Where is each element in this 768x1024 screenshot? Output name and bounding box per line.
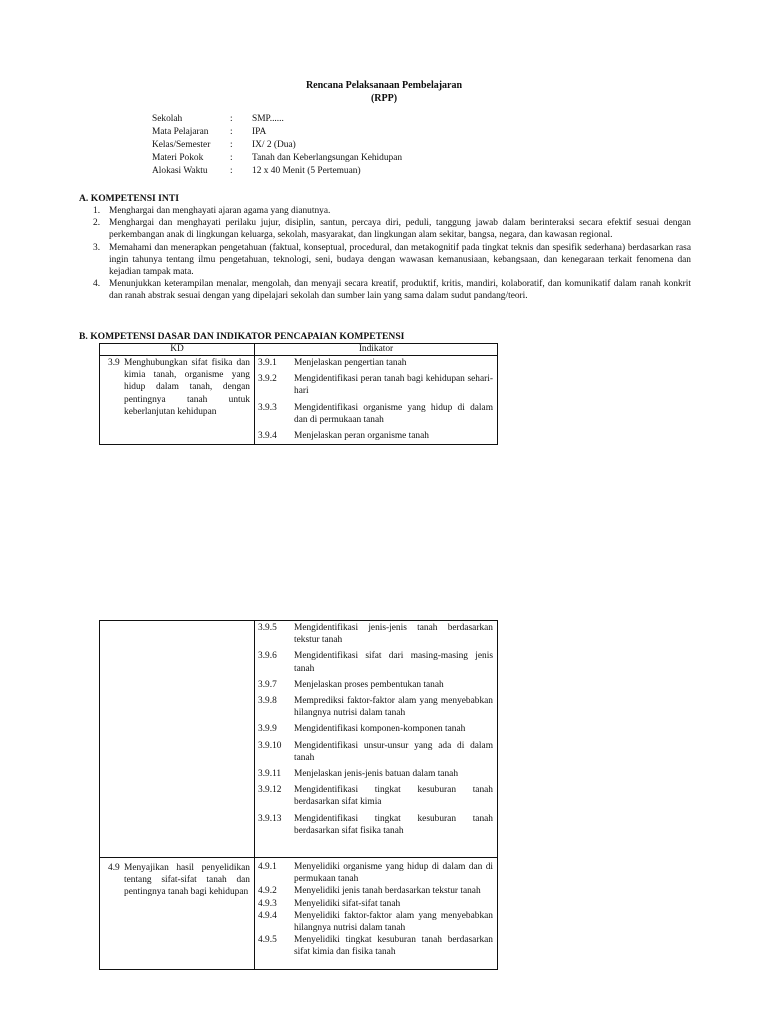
indicator-text: Menjelaskan proses pembentukan tanah xyxy=(294,679,444,690)
indicator-number: 3.9.8 xyxy=(258,696,277,707)
identity-value: SMP...... xyxy=(252,114,284,124)
indicator-number: 4.9.2 xyxy=(258,886,277,897)
list-item-number: 2. xyxy=(93,218,101,229)
table-row xyxy=(100,621,498,858)
indicator-cell xyxy=(255,356,498,445)
column-header-kd: KD xyxy=(100,344,255,356)
indicator-text: Menyelidiki jenis tanah berdasarkan tekstur tanah xyxy=(294,886,481,897)
indicator-item xyxy=(255,861,497,885)
list-item-text: Menunjukkan keterampilan menalar, mengolah, dan menyaji secara kreatif, produktif, kritis, mandiri, kolaboratif, dan komunikatif dalam ranah konkrit dan ranah abstrak sesuai dengan yang dipelajari sekolah dan sumber lain yang sama dalam sudut pandang/teori. xyxy=(109,279,691,302)
competence-table-part-2 xyxy=(99,620,498,970)
identity-value: IPA xyxy=(252,127,267,137)
indicator-text: Mengidentifikasi tingkat kesuburan tanah berdasarkan sifat fisika tanah xyxy=(294,813,493,836)
indicator-number: 3.9.2 xyxy=(258,374,277,385)
indicator-item xyxy=(255,934,497,958)
indicator-number: 3.9.9 xyxy=(258,724,277,735)
identity-separator: : xyxy=(230,153,233,163)
identity-row xyxy=(152,165,402,178)
table-header-row xyxy=(100,344,498,356)
indicator-item xyxy=(255,898,497,910)
column-header-indikator: Indikator xyxy=(255,344,498,356)
indicator-item xyxy=(255,430,497,442)
indicator-item xyxy=(255,695,497,719)
kd-cell xyxy=(100,621,255,858)
indicator-item xyxy=(255,402,497,426)
indicator-text: Mengidentifikasi jenis-jenis tanah berdasarkan tekstur tanah xyxy=(294,623,493,646)
identity-value: Tanah dan Keberlangsungan Kehidupan xyxy=(252,153,403,163)
kd-cell xyxy=(100,356,255,445)
list-item xyxy=(79,217,691,241)
identity-row xyxy=(152,126,402,139)
indicator-number: 3.9.12 xyxy=(258,785,282,796)
table-row xyxy=(100,356,498,445)
document-title xyxy=(0,79,768,105)
list-item-number: 3. xyxy=(93,242,101,253)
indicator-item xyxy=(255,679,497,691)
indicator-item xyxy=(255,357,497,369)
indicator-cell xyxy=(255,621,498,858)
indicator-text: Menyelidiki sifat-sifat tanah xyxy=(294,898,401,909)
indicator-item xyxy=(255,723,497,735)
indicator-number: 3.9.7 xyxy=(258,679,277,690)
indicator-number: 3.9.11 xyxy=(258,769,282,780)
core-competence-list xyxy=(79,205,691,303)
indicator-item xyxy=(255,373,497,397)
list-item xyxy=(79,242,691,279)
identity-table xyxy=(152,113,402,178)
indicator-number: 3.9.10 xyxy=(258,740,282,751)
identity-label: Mata Pelajaran xyxy=(152,127,209,137)
identity-separator: : xyxy=(230,140,233,150)
indicator-number: 3.9.5 xyxy=(258,623,277,633)
indicator-number: 4.9.5 xyxy=(258,935,277,946)
identity-separator: : xyxy=(230,166,233,176)
indicator-text: Menyelidiki organisme yang hidup di dalam dan di permukaan tanah xyxy=(294,862,493,885)
indicator-text: Mengidentifikasi komponen-komponen tanah xyxy=(294,724,466,735)
kd-text: Menyajikan hasil penyelidikan tentang sifat-sifat tanah dan pentingnya tanah bagi kehidupan xyxy=(124,863,250,898)
indicator-text: Mengidentifikasi sifat dari masing-masing jenis tanah xyxy=(294,651,493,674)
indicator-text: Memprediksi faktor-faktor alam yang menyebabkan hilangnya nutrisi dalam tanah xyxy=(294,696,493,719)
list-item xyxy=(79,278,691,302)
identity-row xyxy=(152,113,402,126)
indicator-number: 3.9.6 xyxy=(258,651,277,662)
identity-label: Alokasi Waktu xyxy=(152,166,208,176)
title-line-1: Rencana Pelaksanaan Pembelajaran xyxy=(305,80,463,91)
identity-separator: : xyxy=(230,114,233,124)
identity-label: Materi Pokok xyxy=(152,153,204,163)
kd-number: 3.9 xyxy=(108,358,120,368)
identity-value: 12 x 40 Menit (5 Pertemuan) xyxy=(252,166,361,176)
identity-row xyxy=(152,152,402,165)
indicator-number: 3.9.3 xyxy=(258,402,277,413)
kd-cell xyxy=(100,858,255,970)
section-b-heading: B. KOMPETENSI DASAR DAN INDIKATOR PENCAPAIAN KOMPETENSI xyxy=(79,331,405,342)
identity-label: Kelas/Semester xyxy=(152,140,211,150)
indicator-text: Mengidentifikasi tingkat kesuburan tanah berdasarkan sifat kimia xyxy=(294,785,493,808)
indicator-number: 3.9.4 xyxy=(258,431,277,442)
indicator-item xyxy=(255,910,497,934)
section-a-heading: A. KOMPETENSI INTI xyxy=(79,193,179,204)
kd-number: 4.9 xyxy=(108,863,120,873)
indicator-number: 3.9.13 xyxy=(258,813,282,824)
indicator-text: Mengidentifikasi unsur-unsur yang ada di dalam tanah xyxy=(294,740,493,763)
list-item-text: Memahami dan menerapkan pengetahuan (faktual, konseptual, procedural, dan metakognitif pada tingkat teknis dan spesifik sederhana) berdasarkan rasa ingin tahunya tentang ilmu pengetahuan, teknologi, seni, budaya dengan wawasan kemanusiaan, kebangsaan, dan kenegaraan terkait fenomena dan kejadian tampak mata. xyxy=(109,242,691,278)
competence-table-part-1 xyxy=(99,343,498,445)
indicator-text: Mengidentifikasi organisme yang hidup di dalam dan di permukaan tanah xyxy=(294,402,493,425)
identity-separator: : xyxy=(230,127,233,137)
indicator-item xyxy=(255,885,497,897)
identity-row xyxy=(152,139,402,152)
indicator-item xyxy=(255,813,497,837)
identity-value: IX/ 2 (Dua) xyxy=(252,140,296,150)
indicator-number: 3.9.1 xyxy=(258,358,277,368)
list-item-text: Menghargai dan menghayati perilaku jujur, disiplin, santun, percaya diri, peduli, tanggung jawab dalam berinteraksi secara efektif sesuai dengan perkembangan anak di lingkungan keluarga, sekolah, masyarakat, dan lingkungan alam sekitar, bangsa, negara, dan kawasan regional. xyxy=(109,218,691,241)
indicator-cell xyxy=(255,858,498,970)
indicator-text: Menjelaskan jenis-jenis batuan dalam tanah xyxy=(294,769,459,780)
list-item xyxy=(79,205,691,217)
kd-text: Menghubungkan sifat fisika dan kimia tanah, organisme yang hidup dalam tanah, dengan pentingnya tanah untuk keberlanjutan kehidupan xyxy=(124,358,250,417)
indicator-number: 4.9.1 xyxy=(258,862,277,872)
indicator-item xyxy=(255,650,497,674)
indicator-text: Menyelidiki faktor-faktor alam yang menyebabkan hilangnya nutrisi dalam tanah xyxy=(294,910,493,934)
indicator-item xyxy=(255,784,497,808)
indicator-text: Menjelaskan peran organisme tanah xyxy=(294,431,429,442)
indicator-number: 4.9.3 xyxy=(258,898,277,909)
list-item-number: 1. xyxy=(93,206,101,216)
indicator-text: Menjelaskan pengertian tanah xyxy=(294,358,407,368)
identity-label: Sekolah xyxy=(152,114,183,124)
title-line-2: (RPP) xyxy=(370,93,398,104)
indicator-number: 4.9.4 xyxy=(258,910,277,921)
table-row xyxy=(100,858,498,970)
list-item-text: Menghargai dan menghayati ajaran agama yang dianutnya. xyxy=(109,206,331,216)
list-item-number: 4. xyxy=(93,279,101,290)
indicator-text: Mengidentifikasi peran tanah bagi kehidupan sehari-hari xyxy=(294,374,493,397)
indicator-text: Menyelidiki tingkat kesuburan tanah berdasarkan sifat kimia dan fisika tanah xyxy=(294,935,493,958)
indicator-item xyxy=(255,622,497,646)
indicator-item xyxy=(255,768,497,780)
indicator-item xyxy=(255,740,497,764)
